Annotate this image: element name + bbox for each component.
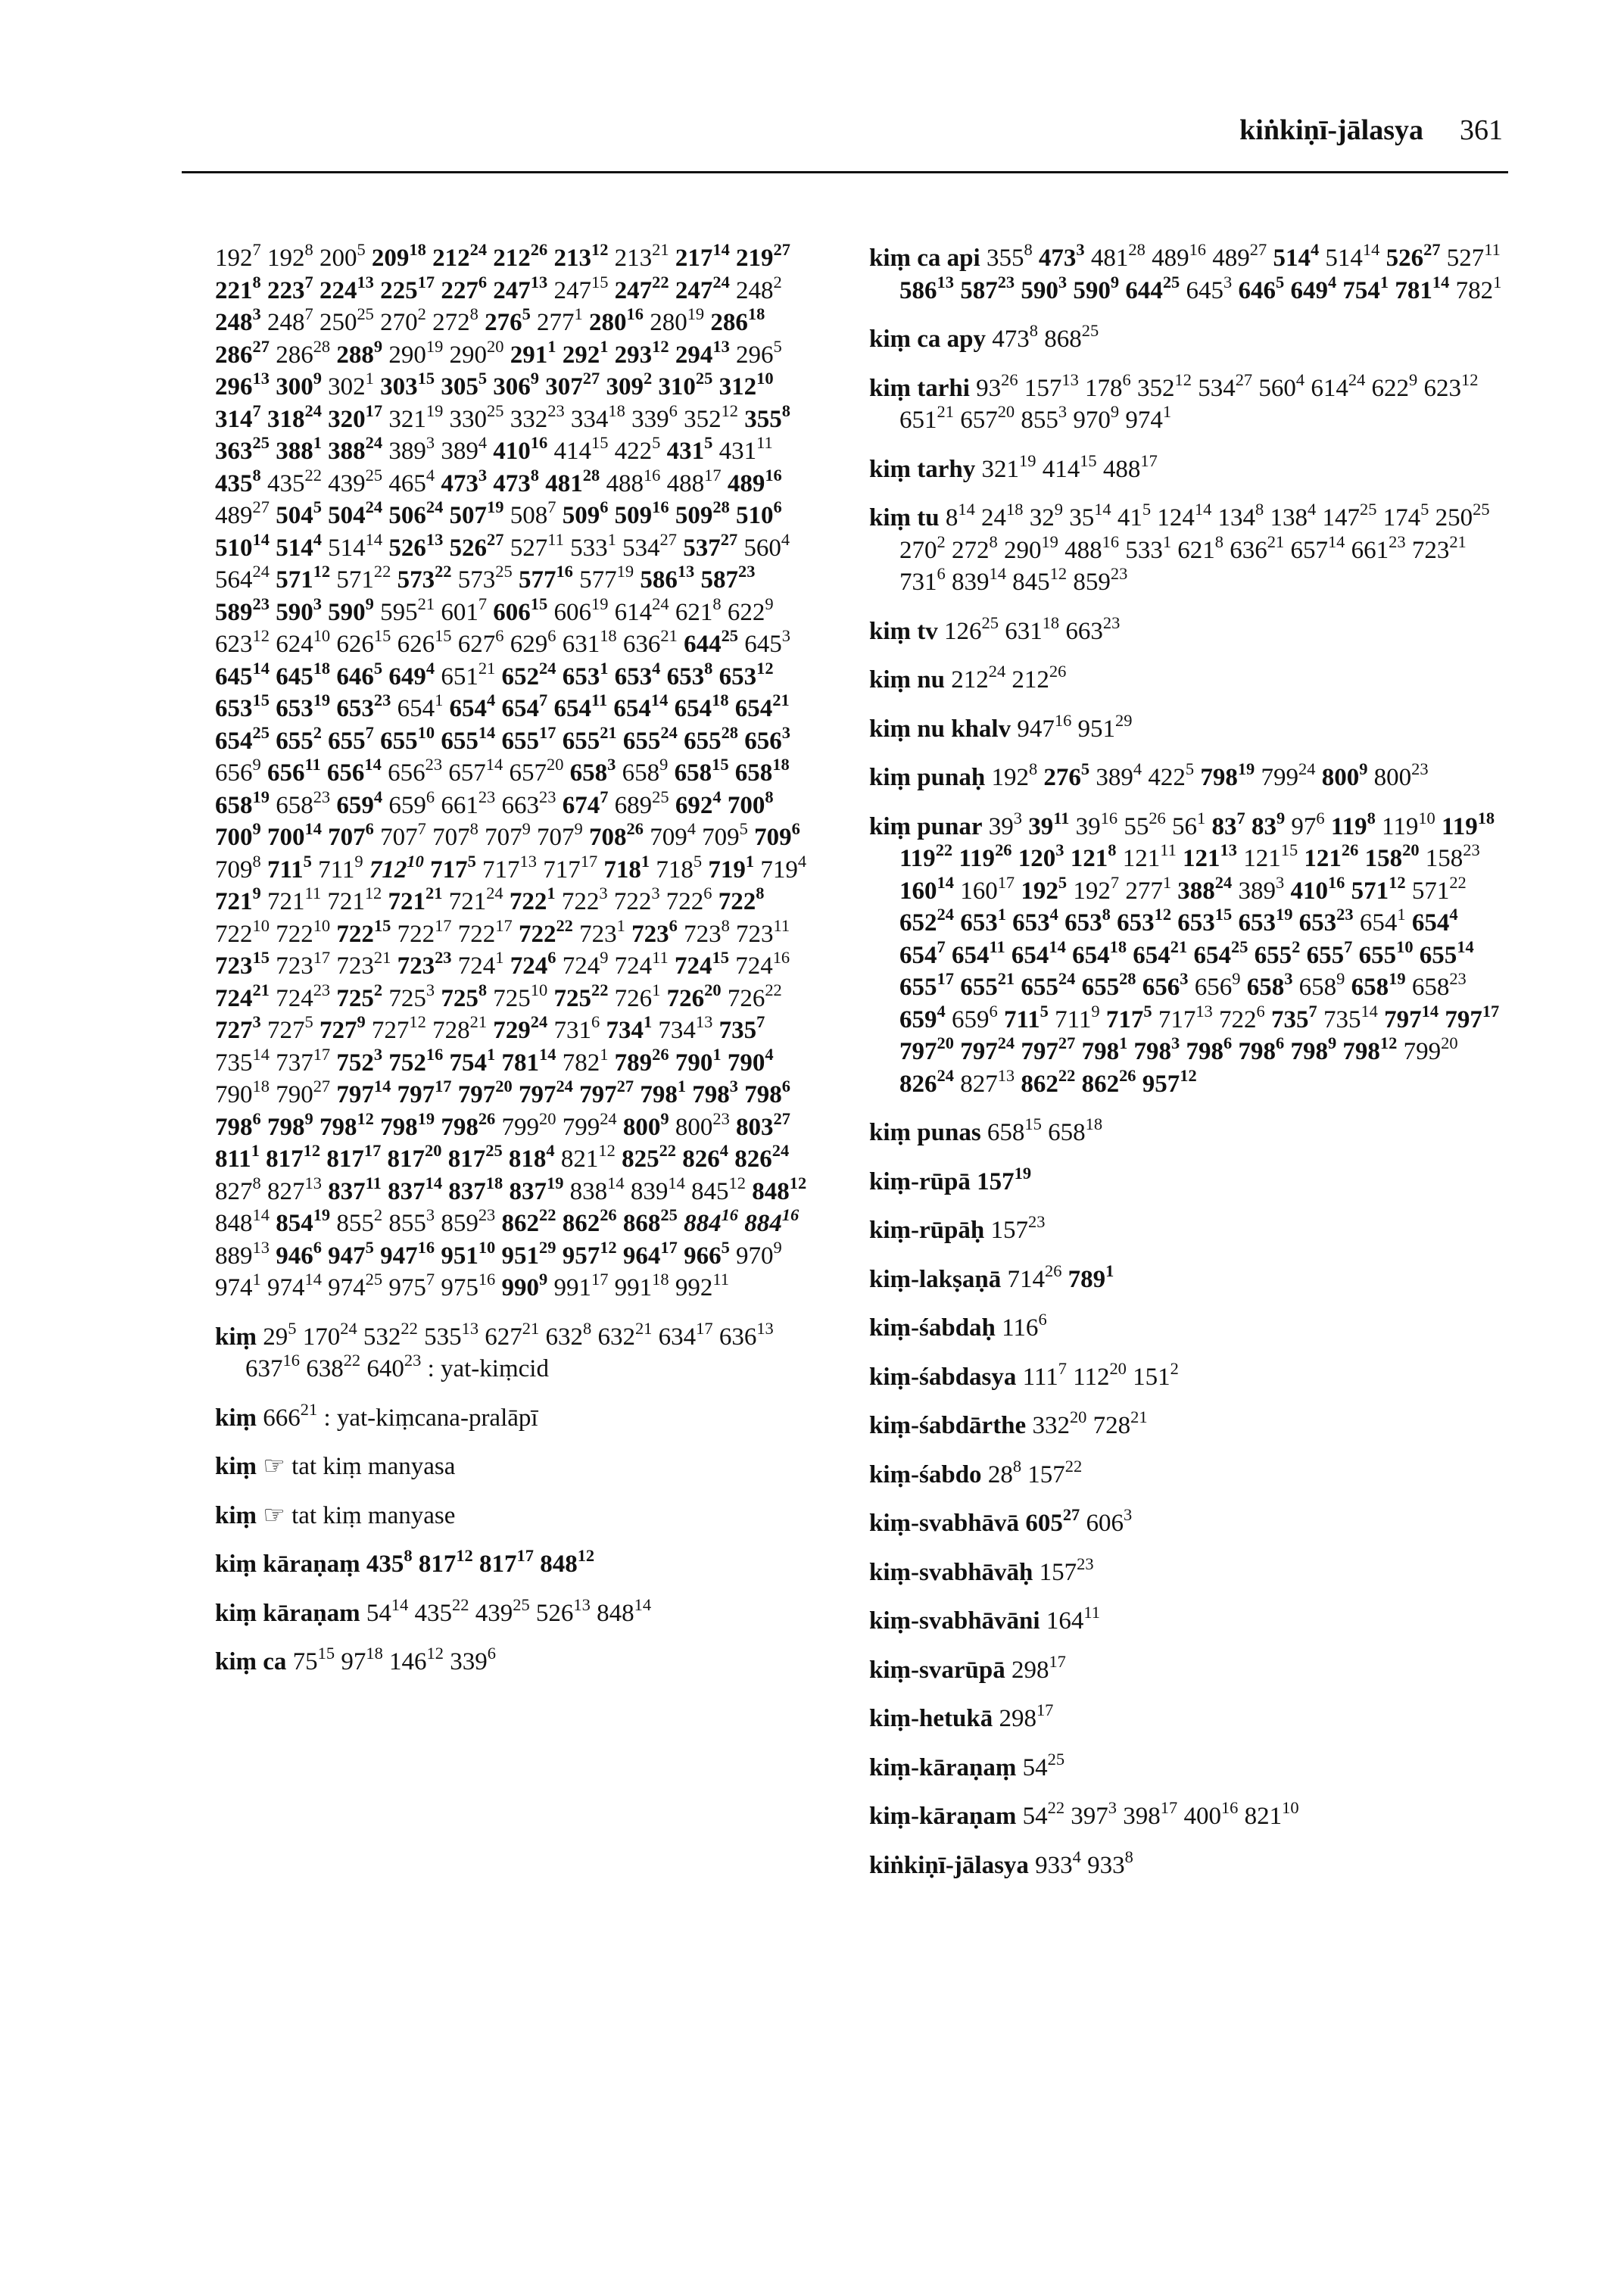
entry-refs: $54^{22}$ $397^3$ $398^{17}$ $400^{16}$ $821^{10}$ (1022, 1798, 1299, 1830)
entry-keyword: kiṃ-śabdaḥ (869, 1314, 996, 1342)
index-entry (869, 502, 1509, 599)
entry-refs: $54^{14}$ $435^{22}$ $439^{25}$ $526^{13}$ $848^{14}$ (366, 1594, 652, 1627)
entry-keyword: kiṃ-śabdo (869, 1460, 982, 1488)
entry-keyword: kiṃ-svabhāvāni (869, 1607, 1040, 1635)
entry-keyword: kiṃ (215, 1501, 257, 1529)
entry-refs: $54^{25}$ (1022, 1749, 1065, 1781)
entry-refs: $29^5$ $170^{24}$ $532^{22}$ $535^{13}$ $627^{21}$ $632^8$ $632^{21}$ $634^{17}$ $636^{13}$ $637^{16}$ $638^{22}$ $640^{23}$ (245, 1318, 774, 1382)
entry-refs: $321^{19}$ $414^{15}$ $488^{17}$ (981, 450, 1158, 483)
entry-keyword: kiṃ ca api (869, 245, 980, 272)
entry-refs: $157^{23}$ (1039, 1554, 1094, 1586)
entry-refs: $93^{26}$ $157^{13}$ $178^6$ $352^{12}$ $534^{27}$ $560^4$ $614^{24}$ $622^9$ $623^{12}$ $651^{21}$ $657^{20}$ $855^3$ $970^9$ $974^1$ (899, 369, 1479, 434)
entry-keyword: kiṃ (215, 1453, 257, 1480)
index-entry (869, 1800, 1509, 1833)
index-entry (869, 242, 1509, 307)
index-entry (869, 1456, 1509, 1491)
index-entry (869, 1261, 1509, 1296)
index-entry (869, 1749, 1509, 1784)
entry-refs: $298^{17}$ (999, 1700, 1054, 1732)
index-entry (215, 1594, 813, 1630)
index-entry (215, 1646, 813, 1678)
index-entry (869, 1114, 1509, 1149)
entry-refs: $39^3$ $39^{11}$ $39^{16}$ $55^{26}$ $56^1$ $83^7$ $83^9$ $97^6$ $119^8$ $119^{10}$ $119^{18}$ $119^{22}$ $119^{26}$ $120^3$ $121^8$ $121^{11}$ $121^{13}$ $121^{15}$ $121^{26}$ $158^{20}$ $158^{23}$ $160^{14}$ $160^{17}$ $192^5$ $192^7$ $277^1$ $388^{24}$ $389^3$ $410^{16}$ $571^{12}$ $571^{22}$ $652^{24}$ $653^1$ $653^4$ $653^8$ $653^{12}$ $653^{15}$ $653^{19}$ $653^{23}$ $654^1$ $654^4$ $654^7$ $654^{11}$ $654^{14}$ $654^{18}$ $654^{21}$ $654^{25}$ $655^2$ $655^7$ $655^{10}$ $655^{14}$ $655^{17}$ $655^{21}$ $655^{24}$ $655^{28}$ $656^3$ $656^9$ $658^3$ $658^9$ $658^{19}$ $658^{23}$ $659^4$ $659^6$ $711^5$ $711^9$ $717^5$ $717^{13}$ $722^6$ $735^7$ $735^{14}$ $797^{14}$ $797^{17}$ $797^{20}$ $797^{24}$ $797^{27}$ $798^1$ $798^3$ $798^6$ $798^6$ $798^9$ $798^{12}$ $799^{20}$ $826^{24}$ $827^{13}$ $862^{22}$ $862^{26}$ $957^{12}$ (899, 808, 1500, 1098)
entry-keyword: kiṃ-rūpā (869, 1167, 971, 1195)
page-number: 361 (1460, 114, 1503, 146)
entry-crossref: ☞ tat kiṃ manyase (263, 1501, 456, 1529)
index-entry (869, 710, 1509, 746)
entry-refs: $933^4$ $933^8$ (1035, 1847, 1133, 1879)
index-entry (869, 808, 1509, 1101)
entry-keyword: kiṃ-kāraṇam (869, 1803, 1017, 1830)
index-entry (869, 1651, 1509, 1687)
left-entries (215, 1318, 813, 1678)
index-entry (869, 1700, 1509, 1735)
running-header (0, 114, 1503, 147)
entry-crossref: : yat-kiṃcid (427, 1355, 549, 1382)
entry-refs: $658^{15}$ $658^{18}$ (987, 1114, 1103, 1146)
entry-crossref: : yat-kiṃcana-pralāpī (323, 1404, 538, 1432)
entry-keyword: kiṃ punar (869, 812, 983, 840)
entry-refs: $473^8$ $868^{25}$ (992, 321, 1099, 353)
entry-refs: $332^{20}$ $728^{21}$ (1032, 1407, 1148, 1439)
index-entry (869, 1358, 1509, 1394)
entry-refs: $116^6$ (1002, 1310, 1047, 1342)
entry-refs: $157^{23}$ (990, 1212, 1046, 1244)
entry-keyword: kiṃ-svabhāvā (869, 1510, 1020, 1537)
entry-keyword: kiṃ tv (869, 617, 938, 645)
index-entry (869, 450, 1509, 486)
entry-refs: $666^{21}$ (263, 1399, 318, 1432)
index-entry (869, 759, 1509, 794)
index-entry (215, 1451, 813, 1483)
right-entries (869, 242, 1509, 1881)
header-rule (182, 171, 1508, 173)
entry-keyword: kiṃ (215, 1323, 257, 1351)
left-column (215, 242, 813, 1695)
entry-refs: $8^{14}$ $24^{18}$ $32^9$ $35^{14}$ $41^5$ $124^{14}$ $134^8$ $138^4$ $147^{25}$ $174^5$ $250^{25}$ $270^2$ $272^8$ $290^{19}$ $488^{16}$ $533^1$ $621^8$ $636^{21}$ $657^{14}$ $661^{23}$ $723^{21}$ $731^6$ $839^{14}$ $845^{12}$ $859^{23}$ (899, 500, 1490, 596)
entry-keyword: kiṃ-śabdasya (869, 1363, 1017, 1391)
index-entry (869, 1163, 1509, 1198)
entry-refs: $28^8$ $157^{22}$ (987, 1456, 1083, 1488)
entry-refs: $298^{17}$ (1011, 1651, 1066, 1684)
entry-keyword: kiṃ punas (869, 1119, 981, 1146)
index-entry (215, 1548, 813, 1581)
index-entry (215, 1500, 813, 1532)
entry-keyword: kiṃ ca (215, 1648, 287, 1675)
entry-keyword: kiṃ-kāraṇaṃ (869, 1753, 1017, 1781)
entry-keyword: kiṃ tarhy (869, 455, 976, 483)
entry-refs: $164^{11}$ (1046, 1603, 1100, 1635)
index-entry (869, 323, 1509, 356)
continuation-block: $192^7$ $192^8$ $200^5$ $209^{18}$ $212^{24}$ $212^{26}$ $213^{12}$ $213^{21}$ $217^{14}$ $219^{27}$ $221^8$ $223^7$ $224^{13}$ $225^{17}$ $227^6$ $247^{13}$ $247^{15}$ $247^{22}$ $247^{24}$ $248^2$ $248^3$ $248^7$ $250^{25}$ $270^2$ $272^8$ $276^5$ $277^1$ $280^{16}$ $280^{19}$ $286^{18}$ $286^{27}$ $286^{28}$ $288^9$ $290^{19}$ $290^{20}$ $291^1$ $292^1$ $293^{12}$ $294^{13}$ $296^5$ $296^{13}$ $300^9$ $302^1$ $303^{15}$ $305^5$ $306^9$ $307^{27}$ $309^2$ $310^{25}$ $312^{10}$ $314^7$ $318^{24}$ $320^{17}$ $321^{19}$ $330^{25}$ $332^{23}$ $334^{18}$ $339^6$ $352^{12}$ $355^8$ $363^{25}$ $388^1$ $388^{24}$ $389^3$ $389^4$ $410^{16}$ $414^{15}$ $422^5$ $431^5$ $431^{11}$ $435^8$ $435^{22}$ $439^{25}$ $465^4$ $473^3$ $473^8$ $481^{28}$ $488^{16}$ $488^{17}$ $489^{16}$ $489^{27}$ $504^5$ $504^{24}$ $506^{24}$ $507^{19}$ $508^7$ $509^6$ $509^{16}$ $509^{28}$ $510^6$ $510^{14}$ $514^4$ $514^{14}$ $526^{13}$ $526^{27}$ $527^{11}$ $533^1$ $534^{27}$ $537^{27}$ $560^4$ $564^{24}$ $571^{12}$ $571^{22}$ $573^{22}$ $573^{25}$ $577^{16}$ $577^{19}$ $586^{13}$ $587^{23}$ $589^{23}$ $590^3$ $590^9$ $595^{21}$ $601^7$ $606^{15}$ $606^{19}$ $614^{24}$ $621^8$ $622^9$ $623^{12}$ $624^{10}$ $626^{15}$ $626^{15}$ $627^6$ $629^6$ $631^{18}$ $636^{21}$ $644^{25}$ $645^3$ $645^{14}$ $645^{18}$ $646^5$ $649^4$ $651^{21}$ $652^{24}$ $653^1$ $653^4$ $653^8$ $653^{12}$ $653^{15}$ $653^{19}$ $653^{23}$ $654^1$ $654^4$ $654^7$ $654^{11}$ $654^{14}$ $654^{18}$ $654^{21}$ $654^{25}$ $655^2$ $655^7$ $655^{10}$ $655^{14}$ $655^{17}$ $655^{21}$ $655^{24}$ $655^{28}$ $656^3$ $656^9$ $656^{11}$ $656^{14}$ $656^{23}$ $657^{14}$ $657^{20}$ $658^3$ $658^9$ $658^{15}$ $658^{18}$ $658^{19}$ $658^{23}$ $659^4$ $659^6$ $661^{23}$ $663^{23}$ $674^7$ $689^{25}$ $692^4$ $700^8$ $700^9$ $700^{14}$ $707^6$ $707^7$ $707^8$ $707^9$ $707^9$ $708^{26}$ $709^4$ $709^5$ $709^6$ $709^8$ $711^5$ $711^9$ $712^{10}$ $717^5$ $717^{13}$ $717^{17}$ $718^1$ $718^5$ $719^1$ $719^4$ $721^9$ $721^{11}$ $721^{12}$ $721^{21}$ $721^{24}$ $722^1$ $722^3$ $722^3$ $722^6$ $722^8$ $722^{10}$ $722^{10}$ $722^{15}$ $722^{17}$ $722^{17}$ $722^{22}$ $723^1$ $723^6$ $723^8$ $723^{11}$ $723^{15}$ $723^{17}$ $723^{21}$ $723^{23}$ $724^1$ $724^6$ $724^9$ $724^{11}$ $724^{15}$ $724^{16}$ $724^{21}$ $724^{23}$ $725^2$ $725^3$ $725^8$ $725^{10}$ $725^{22}$ $726^1$ $726^{20}$ $726^{22}$ $727^3$ $727^5$ $727^9$ $727^{12}$ $728^{21}$ $729^{24}$ $731^6$ $734^1$ $734^{13}$ $735^7$ $735^{14}$ $737^{17}$ $752^3$ $752^{16}$ $754^1$ $781^{14}$ $782^1$ $789^{26}$ $790^1$ $790^4$ $790^{18}$ $790^{27}$ $797^{14}$ $797^{17}$ $797^{20}$ $797^{24}$ $797^{27}$ $798^1$ $798^3$ $798^6$ $798^6$ $798^9$ $798^{12}$ $798^{19}$ $798^{26}$ $799^{20}$ $799^{24}$ $800^9$ $800^{23}$ $803^{27}$ $811^1$ $817^{12}$ $817^{17}$ $817^{20}$ $817^{25}$ $818^4$ $821^{12}$ $825^{22}$ $826^4$ $826^{24}$ $827^8$ $827^{13}$ $837^{11}$ $837^{14}$ $837^{18}$ $837^{19}$ $838^{14}$ $839^{14}$ $845^{12}$ $848^{12}$ $848^{14}$ $854^{19}$ $855^2$ $855^3$ $859^{23}$ $862^{22}$ $862^{26}$ $868^{25}$ $884^{16}$ $884^{16}$ $889^{13}$ $946^6$ $947^5$ $947^{16}$ $951^{10}$ $951^{29}$ $957^{12}$ $964^{17}$ $966^5$ $970^9$ $974^1$ $974^{14}$ $974^{25}$ $975^7$ $975^{16}$ $990^9$ $991^{17}$ $991^{18}$ $992^{11}$ (215, 240, 807, 1301)
entry-keyword: kiṃ-lakṣaṇā (869, 1265, 1002, 1293)
index-entry (869, 1214, 1509, 1247)
index-entry (869, 612, 1509, 648)
entry-keyword: kiṃ kāraṇaṃ (215, 1551, 360, 1578)
entry-keyword: kiṃ tu (869, 504, 940, 531)
index-entry (869, 1605, 1509, 1638)
entry-keyword: kiṃ nu (869, 666, 945, 693)
entry-keyword: kiṃ tarhi (869, 374, 970, 402)
entry-keyword: kiṅkiṇī-jālasya (869, 1851, 1029, 1879)
entry-keyword: kiṃ (215, 1404, 257, 1432)
entry-keyword: kiṃ-hetukā (869, 1705, 993, 1732)
header-title: kiṅkiṇī-jālasya (1239, 114, 1423, 146)
entry-crossref: ☞ tat kiṃ manyasa (263, 1453, 456, 1480)
entry-keyword: kiṃ-svabhāvāḥ (869, 1558, 1033, 1586)
index-entry (215, 1318, 813, 1385)
entry-refs: $605^{27}$ $606^3$ (1025, 1505, 1133, 1537)
entry-keyword: kiṃ kāraṇam (215, 1599, 360, 1627)
entry-keyword: kiṃ ca apy (869, 326, 987, 353)
right-column (869, 242, 1509, 1898)
entry-keyword: kiṃ-rūpāḥ (869, 1217, 985, 1244)
entry-refs: $435^8$ $817^{12}$ $817^{17}$ $848^{12}$ (366, 1546, 595, 1578)
entry-refs: $126^{25}$ $631^{18}$ $663^{23}$ (944, 612, 1121, 645)
index-entry (869, 1507, 1509, 1540)
entry-keyword: kiṃ punaḥ (869, 764, 986, 791)
entry-refs: $192^8$ $276^5$ $389^4$ $422^5$ $798^{19}$ $799^{24}$ $800^9$ $800^{23}$ (991, 759, 1429, 791)
index-entry (869, 1554, 1509, 1589)
index-entry (215, 1399, 813, 1435)
entry-keyword: kiṃ-śabdārthe (869, 1412, 1027, 1439)
entry-keyword: kiṃ-svarūpā (869, 1656, 1005, 1684)
entry-refs: $111^7$ $112^{20}$ $151^2$ (1022, 1358, 1179, 1391)
entry-refs: $212^{24}$ $212^{26}$ (951, 662, 1067, 693)
entry-keyword: kiṃ nu khalv (869, 715, 1011, 743)
entry-refs: $714^{26}$ $789^1$ (1007, 1261, 1114, 1293)
index-entry (869, 664, 1509, 697)
entry-refs: $157^{19}$ (977, 1163, 1032, 1195)
index-entry (869, 369, 1509, 437)
index-entry (869, 1312, 1509, 1345)
entry-refs: $947^{16}$ $951^{29}$ (1017, 710, 1133, 743)
index-entry (869, 1847, 1509, 1882)
entry-refs: $355^8$ $473^3$ $481^{28}$ $489^{16}$ $489^{27}$ $514^4$ $514^{14}$ $526^{27}$ $527^{11}$ $586^{13}$ $587^{23}$ $590^3$ $590^9$ $644^{25}$ $645^3$ $646^5$ $649^4$ $754^1$ $781^{14}$ $782^1$ (899, 240, 1502, 304)
index-entry (869, 1407, 1509, 1442)
entry-refs: $75^{15}$ $97^{18}$ $146^{12}$ $339^6$ (292, 1644, 496, 1675)
